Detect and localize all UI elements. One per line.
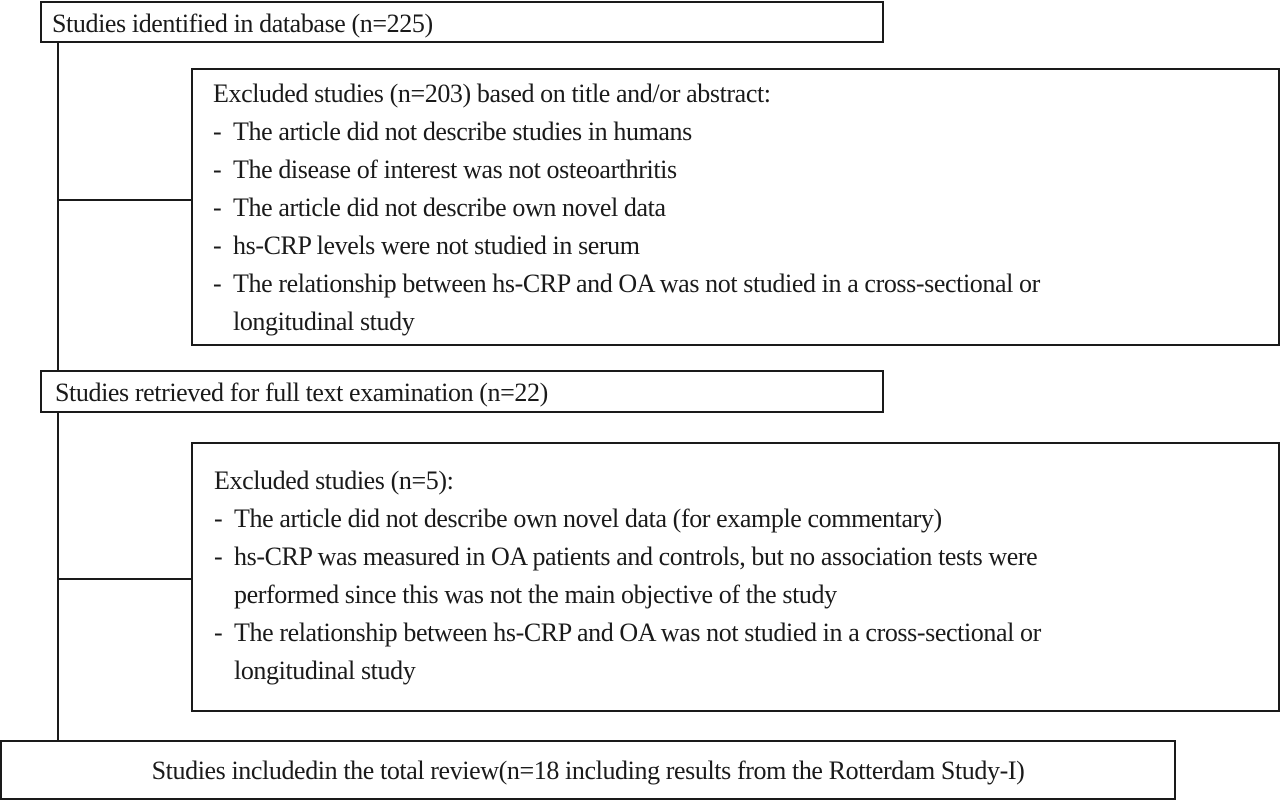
exclusion-reason: - hs-CRP levels were not studied in serum bbox=[213, 231, 640, 260]
exclusion-heading: Excluded studies (n=5): bbox=[214, 466, 454, 495]
retrieved-studies-label: Studies retrieved for full text examination (n=22) bbox=[55, 378, 548, 407]
retrieved-studies-box bbox=[40, 370, 884, 413]
exclusion-box-title-abstract bbox=[191, 68, 1280, 346]
exclusion-reason: - The disease of interest was not osteoarthritis bbox=[213, 155, 677, 184]
exclusion-reason: - The article did not describe own novel data bbox=[213, 193, 666, 222]
branch-line-exclusion1 bbox=[57, 199, 191, 201]
included-studies-label: Studies includedin the total review(n=18 including results from the Rotterdam Study-I) bbox=[151, 756, 1025, 785]
exclusion-reason-list bbox=[213, 113, 1213, 341]
exclusion-reason: - The article did not describe own novel data (for example commentary) bbox=[214, 504, 942, 533]
main-flow-line-upper bbox=[57, 43, 59, 370]
exclusion-reason: - hs-CRP was measured in OA patients and controls, but no association tests were performed since this was not the main objective of the study bbox=[214, 542, 1038, 609]
identified-studies-label: Studies identified in database (n=225) bbox=[52, 9, 433, 38]
main-flow-line-lower bbox=[57, 413, 59, 740]
identified-studies-box bbox=[40, 1, 884, 43]
exclusion-reason: - The relationship between hs-CRP and OA was not studied in a cross-sectional or longitudinal study bbox=[214, 618, 1041, 685]
exclusion-reason: - The relationship between hs-CRP and OA was not studied in a cross-sectional or longitudinal study bbox=[213, 269, 1040, 336]
exclusion-reason: - The article did not describe studies in humans bbox=[213, 117, 692, 146]
exclusion-reason-list bbox=[214, 500, 1214, 690]
branch-line-exclusion2 bbox=[57, 578, 191, 580]
included-studies-box bbox=[0, 740, 1176, 800]
exclusion-heading: Excluded studies (n=203) based on title and/or abstract: bbox=[213, 79, 771, 108]
exclusion-box-full-text bbox=[191, 442, 1280, 712]
